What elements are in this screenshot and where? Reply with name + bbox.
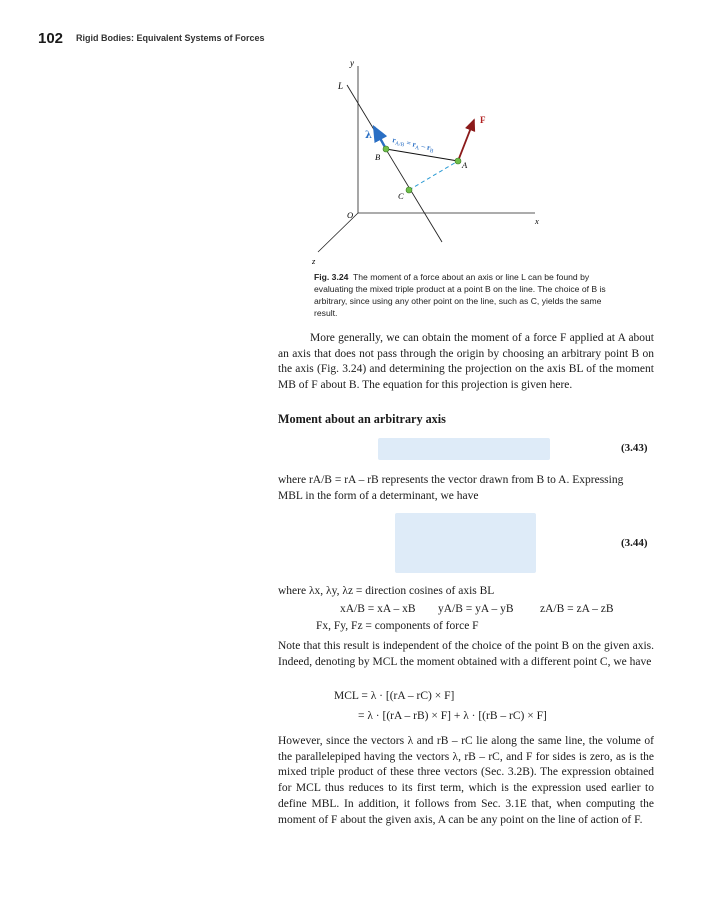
r-ac-dashed bbox=[409, 161, 458, 190]
label-rA-sub: A bbox=[414, 145, 420, 152]
equation-3-44-box bbox=[395, 513, 536, 573]
svg-text:rA/B = rA – rB bbox=[391, 135, 435, 155]
label-F: F bbox=[480, 115, 486, 125]
equation-mcl-line-2: = λ · [(rA – rB) × F] + λ · [(rB – rC) × F] bbox=[358, 710, 547, 722]
label-z: z bbox=[312, 256, 316, 266]
paragraph-2-line-1: where rA/B = rA – rB represents the vector drawn from B to A. Expressing bbox=[278, 474, 624, 486]
running-title: Rigid Bodies: Equivalent Systems of Forces bbox=[76, 33, 265, 43]
line-L bbox=[347, 85, 442, 242]
figure-caption bbox=[314, 271, 624, 319]
caption-text: The moment of a force about an axis or line L can be found by evaluating the mixed triple product at a point B on the line. The choice of B is arbitrary, since using any other point on the line, such as C, yields the same result. bbox=[314, 272, 606, 318]
where-line-3: Fx, Fy, Fz = components of force F bbox=[316, 620, 479, 632]
label-x: x bbox=[535, 216, 539, 226]
where-x-ab: xA/B = xA – xB bbox=[340, 603, 416, 615]
label-y: y bbox=[350, 58, 354, 68]
r-ab-vector bbox=[386, 149, 458, 161]
paragraph-2-line-2: MBL in the form of a determinant, we have bbox=[278, 489, 479, 502]
label-minus-rB: – r bbox=[420, 141, 432, 153]
paragraph-1: More generally, we can obtain the moment of a force F applied at A about an axis that does not pass through the origin by choosing an arbitrary point B on the axis (Fig. 3.24) and determining the projection on the axis BL of the moment MB of F about B. The equation for this projection is given here. bbox=[278, 332, 654, 392]
label-lambda: λ bbox=[365, 130, 373, 141]
lambda-vector bbox=[374, 127, 386, 149]
force-vector bbox=[458, 120, 474, 161]
page-number: 102 bbox=[38, 30, 64, 47]
equation-number-3-44: (3.44) bbox=[621, 537, 648, 549]
label-L: L bbox=[338, 81, 344, 91]
label-r-ab-sub: A/B bbox=[394, 140, 405, 149]
label-A: A bbox=[462, 160, 468, 170]
equation-mcl-line-1: MCL = λ · [(rA – rC) × F] bbox=[334, 690, 455, 702]
paragraph-3: Note that this result is independent of the choice of the point B on the given axis. Indeed, denoting by MCL the moment obtained with a different point C, we have bbox=[278, 640, 654, 668]
equation-number-3-43: (3.43) bbox=[621, 442, 648, 454]
where-z-ab: zA/B = zA – zB bbox=[540, 603, 614, 615]
label-B: B bbox=[375, 152, 381, 162]
label-O: O bbox=[347, 210, 354, 220]
point-A bbox=[455, 158, 461, 164]
section-heading: Moment about an arbitrary axis bbox=[278, 412, 446, 426]
paragraph-2 bbox=[278, 473, 654, 504]
label-r-ab: r bbox=[391, 135, 397, 145]
where-y-ab: yA/B = yA – yB bbox=[438, 603, 514, 615]
where-line-1: where λx, λy, λz = direction cosines of axis BL bbox=[278, 585, 495, 597]
label-eq-rA: = r bbox=[405, 138, 417, 149]
point-C bbox=[406, 187, 412, 193]
label-rB-sub: B bbox=[429, 148, 434, 155]
figure-3-24 bbox=[300, 50, 600, 270]
paragraph-4: However, since the vectors λ and rB – rC lie along the same line, the volume of the parallelepiped having the vectors λ, rB – rC, and F for sides is zero, as is the mixed triple product of these three vectors (Sec. 3.2B). The expression obtained for MCL thus reduces to its first term, which is the expression used earlier to define MBL. In addition, it follows from Sec. 3.1E that, when computing the moment of F about the given axis, A can be any point on the line of action of F. bbox=[278, 735, 654, 826]
point-B bbox=[383, 146, 389, 152]
equation-3-43-box bbox=[378, 438, 550, 460]
caption-label: Fig. 3.24 bbox=[314, 272, 349, 282]
label-C: C bbox=[398, 191, 404, 201]
